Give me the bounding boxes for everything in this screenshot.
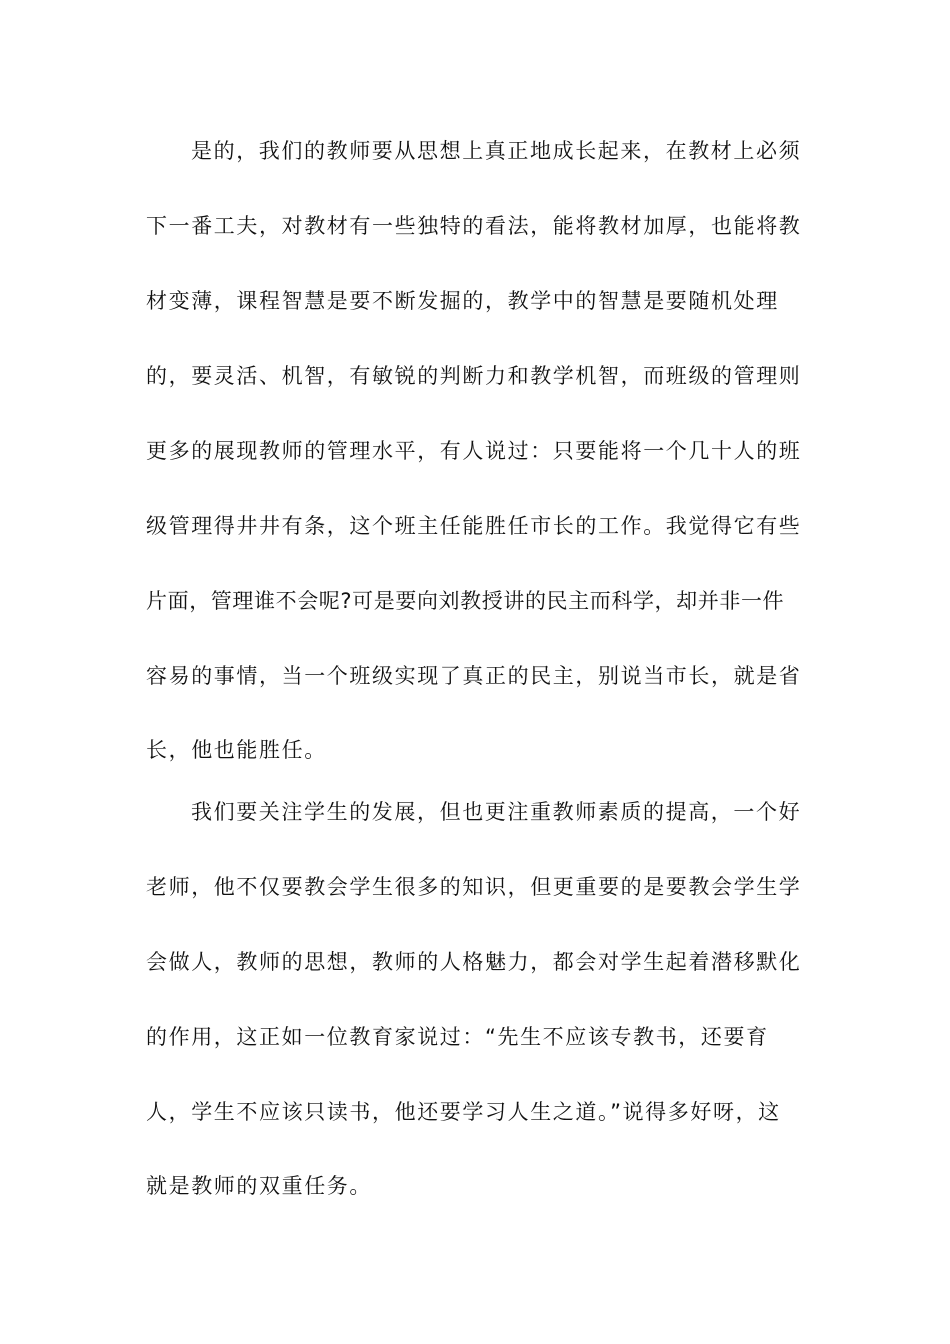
paragraph-line: 容易的事情，当一个班级实现了真正的民主，别说当市长，就是省 [146, 664, 802, 688]
paragraph-line: 长，他也能胜任。 [146, 738, 327, 762]
paragraph-line: 的，要灵活、机智，有敏锐的判断力和教学机智，而班级的管理则 [146, 364, 802, 388]
paragraph-line: 材变薄，课程智慧是要不断发掘的，教学中的智慧是要随机处理 [146, 289, 779, 313]
paragraph-line: 更多的展现教师的管理水平，有人说过：只要能将一个几十人的班 [146, 439, 802, 463]
paragraph-line: 老师，他不仅要教会学生很多的知识，但更重要的是要教会学生学 [146, 875, 802, 899]
paragraph-line: 片面，管理谁不会呢?可是要向刘教授讲的民主而科学，却并非一件 [146, 589, 785, 613]
paragraph-line: 我们要关注学生的发展，但也更注重教师素质的提高，一个好 [191, 800, 802, 824]
paragraph-line: 的作用，这正如一位教育家说过：“先生不应该专教书，还要育 [146, 1025, 769, 1049]
paragraph-line: 会做人，教师的思想，教师的人格魅力，都会对学生起着潜移默化 [146, 950, 802, 974]
paragraph-line: 下一番工夫，对教材有一些独特的看法，能将教材加厚，也能将教 [146, 214, 802, 238]
paragraph-line: 级管理得井井有条，这个班主任能胜任市长的工作。我觉得它有些 [146, 514, 802, 538]
paragraph-line: 人，学生不应该只读书，他还要学习人生之道。”说得多好呀，这 [146, 1100, 781, 1124]
paragraph-line: 就是教师的双重任务。 [146, 1174, 372, 1198]
paragraph-line: 是的，我们的教师要从思想上真正地成长起来，在教材上必须 [191, 139, 802, 163]
